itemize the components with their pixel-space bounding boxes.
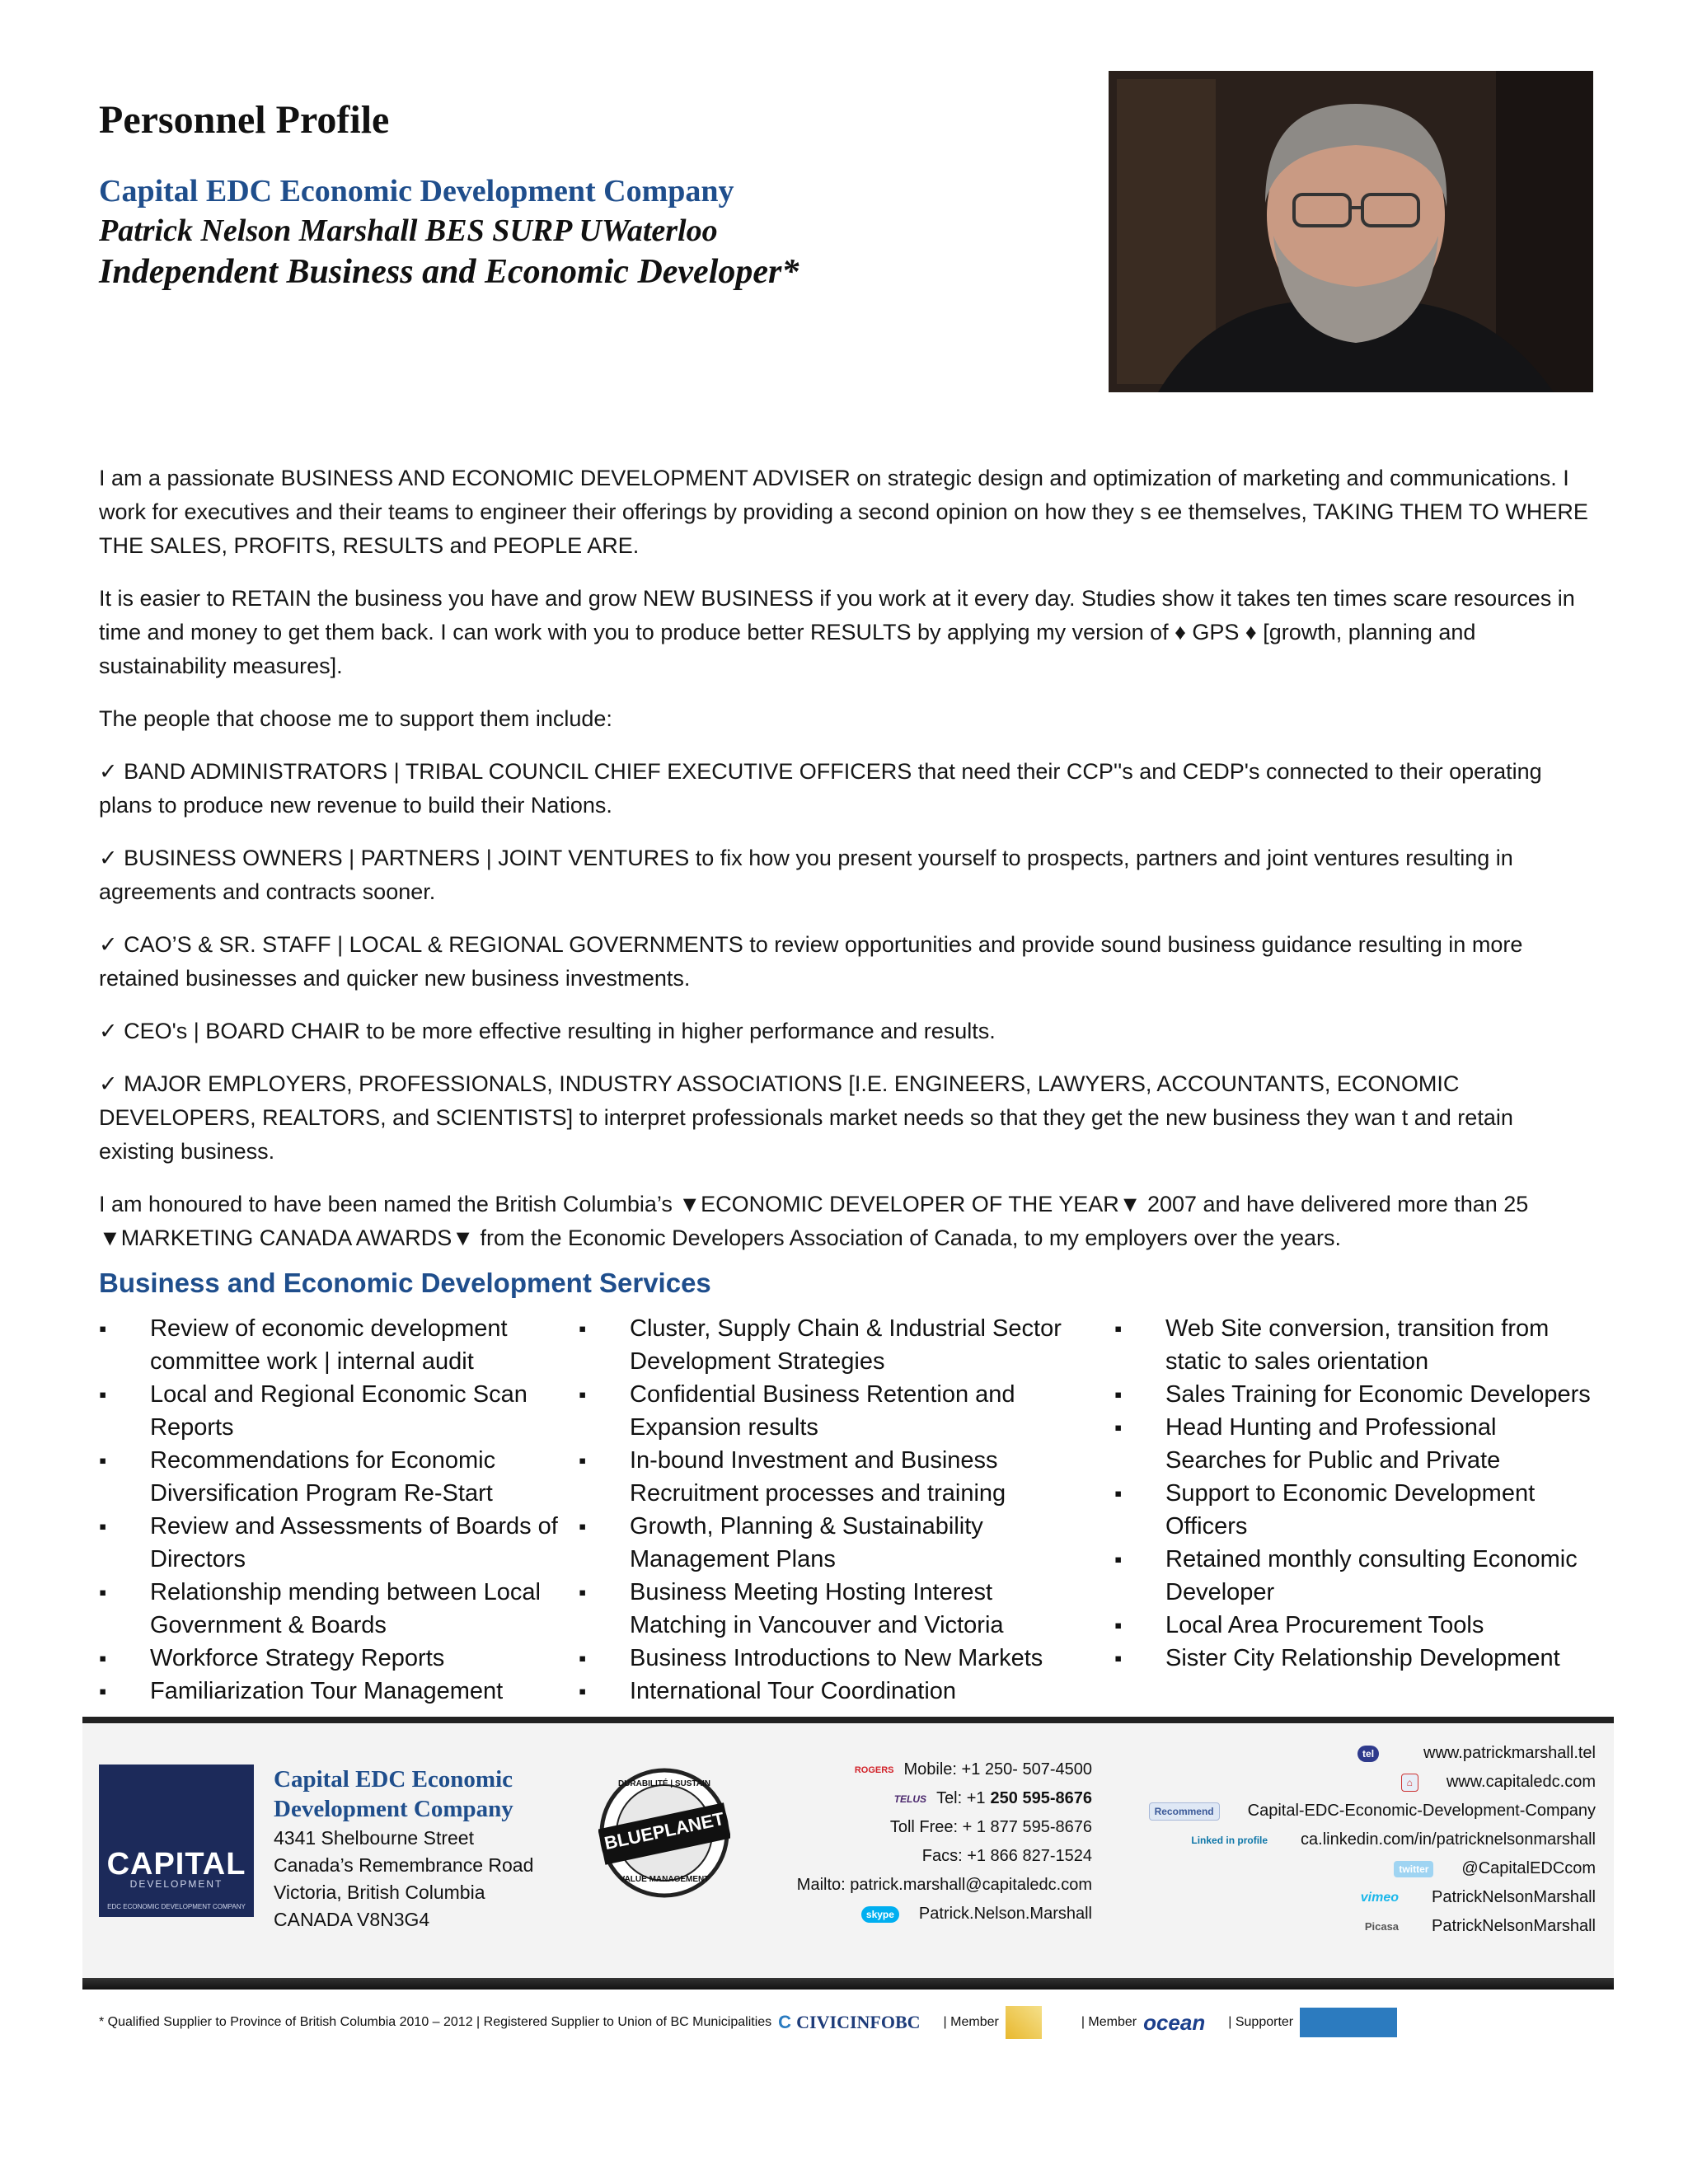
home-site-link[interactable]: www.capitaledc.com xyxy=(1446,1773,1596,1791)
twitter-icon: twitter xyxy=(1394,1861,1433,1877)
address-line: 4341 Shelbourne Street xyxy=(274,1827,474,1849)
vimeo-link[interactable]: PatrickNelsonMarshall xyxy=(1432,1888,1596,1906)
contact-block xyxy=(797,1755,1092,1929)
page-title: Personnel Profile xyxy=(99,98,390,142)
service-item: ▪ Relationship mending between Local Government & Boards xyxy=(99,1576,560,1642)
intro-paragraph-4: I am honoured to have been named the British Columbia’s ▼ECONOMIC DEVELOPER OF THE YEAR▼ 2007 and have delivered more than 25 ▼MARKETING CANADA AWARDS▼ from the Economic Developers Association of Canada, to my employers over the years. xyxy=(99,1192,1529,1250)
service-item: ▪ Confidential Business Retention and Expansion results xyxy=(579,1378,1090,1444)
company-page-link[interactable]: Capital-EDC-Economic-Development-Company xyxy=(1247,1802,1596,1820)
linkedin-icon: Linked in profile xyxy=(1191,1834,1268,1846)
contact-mobile-row xyxy=(797,1755,1092,1784)
intro-paragraph-3: The people that choose me to support them include: xyxy=(99,706,612,731)
service-item: ▪ Business Introductions to New Markets xyxy=(579,1642,1090,1675)
person-name: Patrick Nelson Marshall BES SURP UWaterloo xyxy=(99,213,718,248)
service-item: ▪ Local and Regional Economic Scan Reports xyxy=(99,1378,560,1444)
link-row-home xyxy=(1149,1768,1596,1797)
member-label-1: | Member xyxy=(943,2015,999,2029)
civicinfo-c-icon: C xyxy=(778,2012,792,2032)
service-item: ▪ Local Area Procurement Tools xyxy=(1114,1609,1601,1642)
address-company: Capital EDC Economic Development Company xyxy=(274,1766,513,1822)
service-item: ▪ Cluster, Supply Chain & Industrial Sector Development Strategies xyxy=(579,1312,1090,1378)
disclaimer-row xyxy=(99,2006,1397,2039)
services-column-3 xyxy=(1114,1312,1601,1675)
vimeo-icon: vimeo xyxy=(1360,1890,1400,1905)
logo-word: CAPITAL xyxy=(106,1847,246,1882)
footer-divider-top xyxy=(82,1717,1614,1723)
tel-label: Tel: +1 xyxy=(936,1789,986,1807)
skype-icon: skype xyxy=(861,1906,899,1923)
portrait-illustration xyxy=(1109,71,1593,392)
service-item: ▪ Recommendations for Economic Diversification Program Re-Start xyxy=(99,1444,560,1510)
email-link[interactable]: Mailto: patrick.marshall@capitaledc.com xyxy=(796,1876,1092,1894)
blueplanet-logo xyxy=(598,1760,730,1906)
picasa-link[interactable]: PatrickNelsonMarshall xyxy=(1432,1917,1596,1935)
services-column-1 xyxy=(99,1312,560,1708)
civicinfo-word: CIVICINFOBC xyxy=(796,2012,921,2032)
service-item: ▪ Workforce Strategy Reports xyxy=(99,1642,560,1675)
service-item: ▪ Review of economic development committee work | internal audit xyxy=(99,1312,560,1378)
service-item: ▪ Sister City Relationship Development xyxy=(1114,1642,1601,1675)
logo-tagline: EDC ECONOMIC DEVELOPMENT COMPANY xyxy=(107,1903,246,1910)
contact-skype-row xyxy=(797,1900,1092,1929)
address-line: Canada’s Remembrance Road xyxy=(274,1854,534,1876)
rogers-logo: ROGERS xyxy=(854,1765,894,1775)
link-row-picasa xyxy=(1149,1912,1596,1941)
intro-section xyxy=(99,462,1591,1274)
tollfree-number[interactable]: Toll Free: + 1 877 595-8676 xyxy=(889,1818,1092,1836)
service-item: ▪ Review and Assessments of Boards of Directors xyxy=(99,1510,560,1576)
service-item: ▪ Support to Economic Development Officers xyxy=(1114,1477,1601,1543)
services-heading: Business and Economic Development Services xyxy=(99,1268,711,1298)
client-item-5: ✓ MAJOR EMPLOYERS, PROFESSIONALS, INDUSTRY ASSOCIATIONS [I.E. ENGINEERS, LAWYERS, ACCOUNTANTS, ECONOMIC DEVELOPERS, REALTORS, and SCIENTISTS] to interpret professionals market needs so that they get the new business they wan t and retain existing business. xyxy=(99,1071,1513,1164)
ocean-logo: ocean xyxy=(1143,2010,1206,2035)
capital-development-logo xyxy=(99,1765,254,1917)
disclaimer-text: * Qualified Supplier to Province of British Columbia 2010 – 2012 | Registered Supplier to Union of BC Municipalities xyxy=(99,2015,772,2029)
tel-site-link[interactable]: www.patrickmarshall.tel xyxy=(1423,1744,1596,1762)
skype-handle[interactable]: Patrick.Nelson.Marshall xyxy=(918,1905,1092,1923)
footer-divider-bottom xyxy=(82,1978,1614,1990)
services-column-2 xyxy=(579,1312,1090,1708)
mobile-number[interactable]: Mobile: +1 250- 507-4500 xyxy=(903,1760,1092,1779)
link-row-tel xyxy=(1149,1739,1596,1768)
service-item: ▪ International Tour Coordination xyxy=(579,1675,1090,1708)
fax-number: Facs: +1 866 827-1524 xyxy=(921,1847,1092,1865)
twitter-link[interactable]: @CapitalEDCcom xyxy=(1461,1859,1596,1877)
service-item: ▪ Business Meeting Hosting Interest Matching in Vancouver and Victoria xyxy=(579,1576,1090,1642)
address-block xyxy=(274,1825,533,1933)
address-line: Victoria, British Columbia xyxy=(274,1882,485,1903)
home-icon: ⌂ xyxy=(1401,1774,1418,1792)
blueplanet-ring-bottom: VALUE MANAGEMENT xyxy=(619,1875,710,1884)
tel-icon: tel xyxy=(1357,1746,1379,1762)
intro-paragraph-1: I am a passionate BUSINESS AND ECONOMIC DEVELOPMENT ADVISER on strategic design and optimization of marketing and communications. I work for executives and their teams to engineer their offerings by providing a second opinion on how they s ee themselves, TAKING THEM TO WHERE THE SALES, PROFITS, RESULTS and PEOPLE ARE. xyxy=(99,466,1588,558)
picasa-icon: Picasa xyxy=(1364,1919,1400,1933)
client-item-4: ✓ CEO's | BOARD CHAIR to be more effective resulting in higher performance and results. xyxy=(99,1019,996,1043)
service-item: ▪ In-bound Investment and Business Recruitment processes and training xyxy=(579,1444,1090,1510)
contact-tel-row xyxy=(797,1784,1092,1813)
link-row-twitter xyxy=(1149,1854,1596,1883)
service-item: ▪ Sales Training for Economic Developers xyxy=(1114,1378,1601,1411)
link-row-company xyxy=(1149,1797,1596,1825)
linkedin-link[interactable]: ca.linkedin.com/in/patricknelsonmarshall xyxy=(1301,1830,1596,1849)
link-row-linkedin xyxy=(1149,1825,1596,1854)
person-role: Independent Business and Economic Developer* xyxy=(99,253,799,291)
company-name: Capital EDC Economic Development Company xyxy=(99,174,734,209)
blueplanet-ring-top: DURABILITÉ | SUSTAIN xyxy=(617,1779,711,1788)
client-item-1: ✓ BAND ADMINISTRATORS | TRIBAL COUNCIL CHIEF EXECUTIVE OFFICERS that need their CCP''s and CEDP's connected to their operating plans to produce new revenue to build their Nations. xyxy=(99,759,1542,818)
civicinfo-logo xyxy=(778,2011,920,2034)
logo-sub: DEVELOPMENT xyxy=(129,1878,223,1890)
service-item: ▪ Growth, Planning & Sustainability Management Plans xyxy=(579,1510,1090,1576)
supporter-label: | Supporter xyxy=(1228,2015,1294,2029)
client-item-3: ✓ CAO’S & SR. STAFF | LOCAL & REGIONAL GOVERNMENTS to review opportunities and provide sound business guidance resulting in more retained businesses and quicker new business investments. xyxy=(99,932,1523,991)
member-label-2: | Member xyxy=(1081,2015,1137,2029)
client-item-2: ✓ BUSINESS OWNERS | PARTNERS | JOINT VENTURES to fix how you present yourself to prospects, partners and joint ventures resulting in agreements and contracts sooner. xyxy=(99,846,1513,904)
address-line: CANADA V8N3G4 xyxy=(274,1909,430,1930)
intro-paragraph-2: It is easier to RETAIN the business you have and grow NEW BUSINESS if you work at it every day. Studies show it takes ten times scare resources in time and money to get them back. I can work with you to produce better RESULTS by applying my version of ♦ GPS ♦ [growth, planning and sustainability measures]. xyxy=(99,586,1575,678)
edabc-logo xyxy=(1006,2006,1042,2039)
ccn-logo xyxy=(1300,2008,1397,2037)
service-item: ▪ Head Hunting and Professional Searches for Public and Private xyxy=(1114,1411,1601,1477)
links-block xyxy=(1149,1739,1596,1941)
profile-photo xyxy=(1109,71,1593,392)
service-item: ▪ Retained monthly consulting Economic Developer xyxy=(1114,1543,1601,1609)
recommend-icon: Recommend xyxy=(1149,1802,1220,1821)
blueplanet-word: BLUEPLANET xyxy=(602,1807,726,1854)
service-item: ▪ Web Site conversion, transition from static to sales orientation xyxy=(1114,1312,1601,1378)
tel-number[interactable]: 250 595-8676 xyxy=(990,1789,1092,1807)
telus-logo: TELUS xyxy=(893,1793,927,1805)
service-item: ▪ Familiarization Tour Management xyxy=(99,1675,560,1708)
link-row-vimeo xyxy=(1149,1883,1596,1912)
